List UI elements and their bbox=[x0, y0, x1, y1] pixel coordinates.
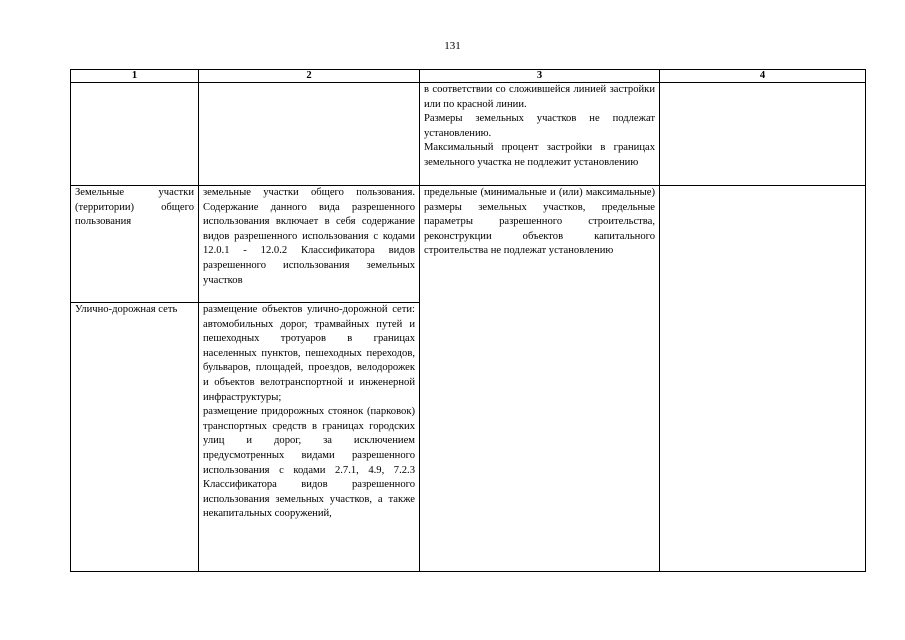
cell-public-land-description: земельные участки общего пользования. Содержание данного вида разрешенного использования включает в себя содержание видов разрешенного использования с кодами 12.0.1 - 12.0.2 Классификатора видов разрешенного использования земельных участков bbox=[199, 186, 420, 303]
paragraph-roadside-parking: размещение придорожных стоянок (парковок) транспортных средств в границах городских улиц и дорог, за исключением предусмотренных видами разрешенного использования с кодами 2.7.1, 4.9, 7.2.3 Классификатора видов разрешенного использования земельных участков, а также некапитальных сооружений, bbox=[203, 406, 415, 520]
cell-road-network-description bbox=[199, 303, 420, 572]
cell-public-land-col4 bbox=[660, 186, 866, 572]
paragraph-max-coverage: Максимальный процент застройки в границах земельного участка не подлежит установлению bbox=[424, 142, 655, 168]
cell-public-land-parameters: предельные (минимальные и (или) максимальные) размеры земельных участков, предельные параметры разрешенного строительства, реконструкции объектов капитального строительства не подлежат установлению bbox=[420, 186, 660, 572]
cell-continuation-col2 bbox=[199, 83, 420, 186]
table-row-public-land bbox=[71, 186, 866, 303]
zoning-table bbox=[70, 69, 866, 572]
paragraph-building-line: в соответствии со сложившейся линией застройки или по красной линии. bbox=[424, 84, 655, 110]
table-row-continuation bbox=[71, 83, 866, 186]
page-number: 131 bbox=[444, 40, 461, 52]
cell-continuation-col1 bbox=[71, 83, 199, 186]
cell-road-network-name: Улично-дорожная сеть bbox=[71, 303, 199, 572]
cell-continuation-col3 bbox=[420, 83, 660, 186]
header-col-4: 4 bbox=[660, 70, 866, 83]
header-col-1: 1 bbox=[71, 70, 199, 83]
cell-continuation-col4 bbox=[660, 83, 866, 186]
header-col-2: 2 bbox=[199, 70, 420, 83]
cell-public-land-name: Земельные участки (территории) общего пользования bbox=[71, 186, 199, 303]
header-col-3: 3 bbox=[420, 70, 660, 83]
paragraph-road-objects: размещение объектов улично-дорожной сети: автомобильных дорог, трамвайных путей и пешеходных тротуаров в границах населенных пунктов, пешеходных переходов, бульваров, площадей, проездов, велодорожек и объектов велотранспортной и инженерной инфраструктуры; bbox=[203, 304, 415, 403]
paragraph-plot-size: Размеры земельных участков не подлежат установлению. bbox=[424, 113, 655, 139]
header-row bbox=[71, 70, 866, 83]
